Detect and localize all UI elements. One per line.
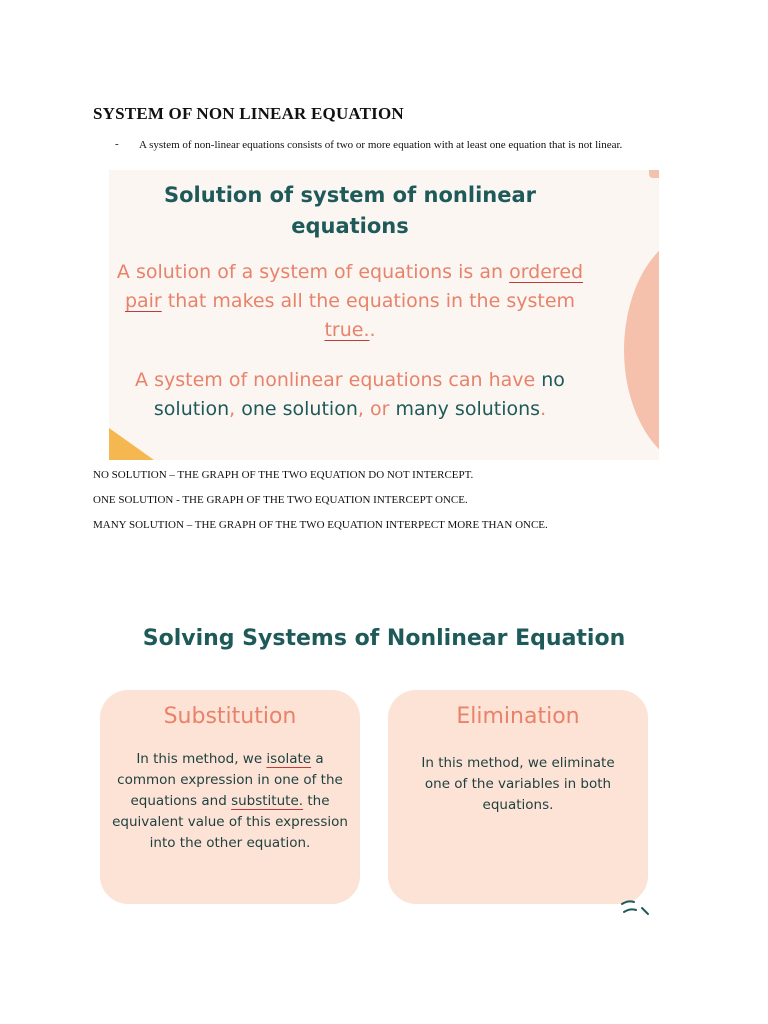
slide1-title: Solution of system of nonlinear equations: [164, 183, 536, 238]
decorative-squiggle-icon: [618, 892, 658, 922]
substitute-text: substitute.: [231, 793, 304, 809]
decorative-blob-top: [649, 170, 659, 178]
many-solution-line: MANY SOLUTION – THE GRAPH OF THE TWO EQUATION INTERPECT MORE THAN ONCE.: [93, 519, 548, 531]
sub-text-c: the equivalent value of this expression into the other equation.: [112, 793, 348, 851]
elimination-card: [388, 690, 648, 904]
p2-comma: ,: [229, 398, 242, 420]
slide2-title: Solving Systems of Nonlinear Equation: [142, 626, 626, 651]
slide1-paragraph-2: [109, 366, 591, 424]
p2-text-a: A system of nonlinear equations can have: [135, 369, 542, 391]
true-text: true.: [324, 319, 370, 341]
p1-text-b: that makes all the equations in the system: [161, 290, 576, 312]
decorative-triangle: [109, 428, 154, 460]
substitution-title: Substitution: [163, 704, 297, 729]
p1-text-c: .: [369, 319, 376, 341]
elimination-body: In this method, we eliminate one of the variables in both equations.: [421, 755, 615, 813]
ordered-pair-text: ordered pair: [124, 261, 584, 312]
substitution-card: [100, 690, 360, 904]
elimination-title: Elimination: [456, 704, 580, 729]
solution-slide-image: [109, 170, 659, 460]
p2-dot: .: [540, 398, 547, 420]
many-solutions-text: many solutions: [395, 398, 541, 420]
p1-text-a: A solution of a system of equations is an: [116, 261, 510, 283]
substitution-body: [112, 749, 348, 854]
page-heading: SYSTEM OF NON LINEAR EQUATION: [93, 104, 404, 123]
no-solution-line: NO SOLUTION – THE GRAPH OF THE TWO EQUATION DO NOT INTERCEPT.: [93, 469, 474, 481]
isolate-text: isolate: [266, 751, 312, 767]
decorative-blob: [624, 230, 659, 460]
p2-or: , or: [357, 398, 396, 420]
slide1-paragraph-1: [109, 258, 591, 345]
bullet-text: A system of non-linear equations consists of two or more equation with at least one equation that is not linear.: [139, 139, 623, 151]
one-solution-text: one solution: [241, 398, 358, 420]
bullet-dash: -: [115, 138, 119, 150]
one-solution-line: ONE SOLUTION - THE GRAPH OF THE TWO EQUATION INTERCEPT ONCE.: [93, 494, 468, 506]
no-solution-text: no solution: [153, 369, 565, 420]
sub-text-b: a common expression in one of the equations and: [117, 751, 343, 809]
sub-text-a: In this method, we: [136, 751, 267, 767]
